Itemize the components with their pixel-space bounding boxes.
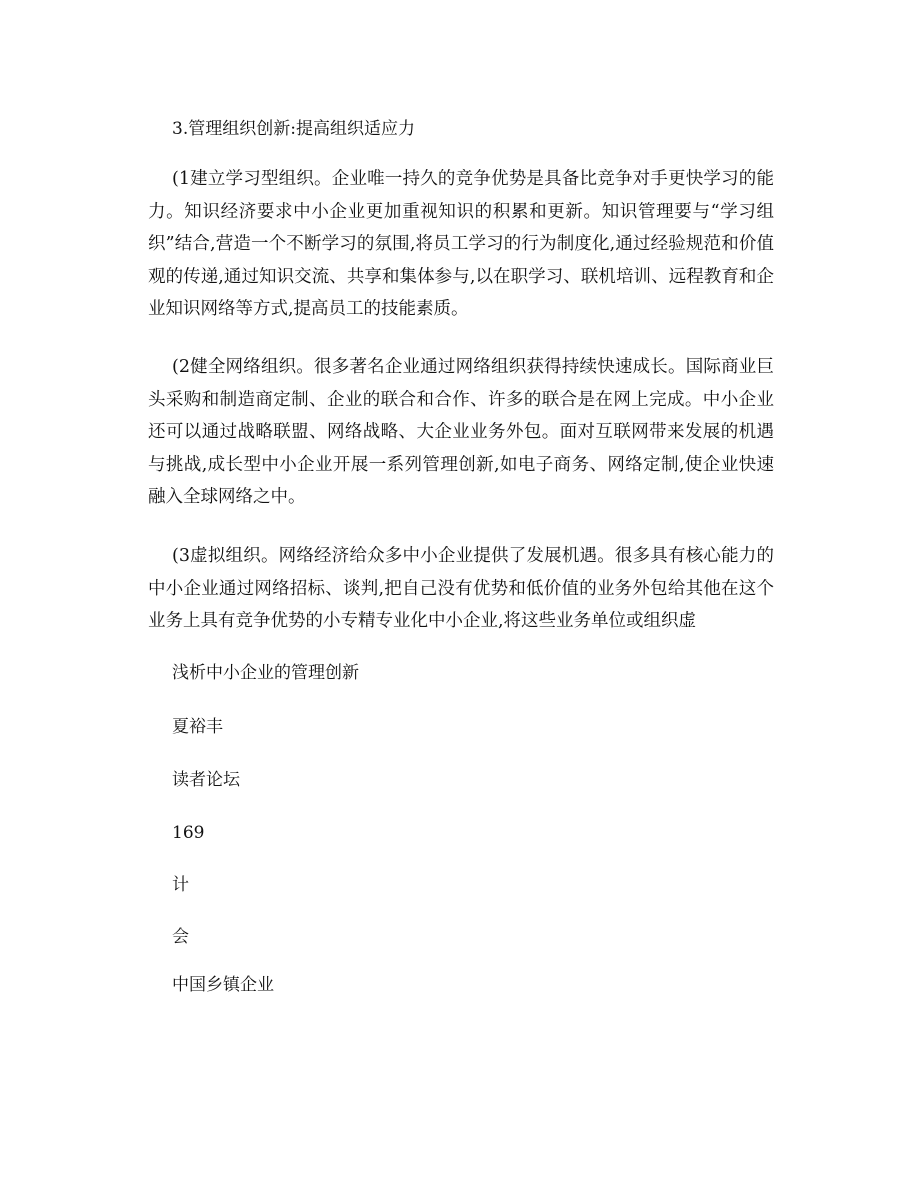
column-name: 读者论坛 xyxy=(172,770,240,790)
page-number: 169 xyxy=(172,823,205,843)
paragraph-network-organization: (2健全网络组织。很多著名企业通过网络组织获得持续快速成长。国际商业巨头采购和制造商定制、企业的联合和合作、许多的联合是在网上完成。中小企业还可以通过战略联盟、网络战略、大企业业务外包。面对互联网带来发展的机遇与挑战,成长型中小企业开展一系列管理创新,如电子商务、网络定制,使企业快速融入全球网络之中。 xyxy=(148,357,774,507)
author-name: 夏裕丰 xyxy=(172,717,223,737)
text-fragment-hui: 会 xyxy=(172,927,189,947)
article-title: 浅析中小企业的管理创新 xyxy=(172,663,359,683)
section-heading: 3.管理组织创新:提高组织适应力 xyxy=(172,119,415,139)
journal-name: 中国乡镇企业 xyxy=(172,975,274,995)
paragraph-virtual-organization: (3虚拟组织。网络经济给众多中小企业提供了发展机遇。很多具有核心能力的中小企业通过网络招标、谈判,把自己没有优势和低价值的业务外包给其他在这个业务上具有竞争优势的小专精专业化中小企业,将这些业务单位或组织虚 xyxy=(148,546,774,631)
paragraph-learning-organization: (1建立学习型组织。企业唯一持久的竞争优势是具备比竞争对手更快学习的能力。知识经济要求中小企业更加重视知识的积累和更新。知识管理要与“学习组织”结合,营造一个不断学习的氛围,将员工学习的行为制度化,通过经验规范和价值观的传递,通过知识交流、共享和集体参与,以在职学习、联机培训、远程教育和企业知识网络等方式,提高员工的技能素质。 xyxy=(148,169,774,319)
text-fragment-ji: 计 xyxy=(172,875,189,895)
